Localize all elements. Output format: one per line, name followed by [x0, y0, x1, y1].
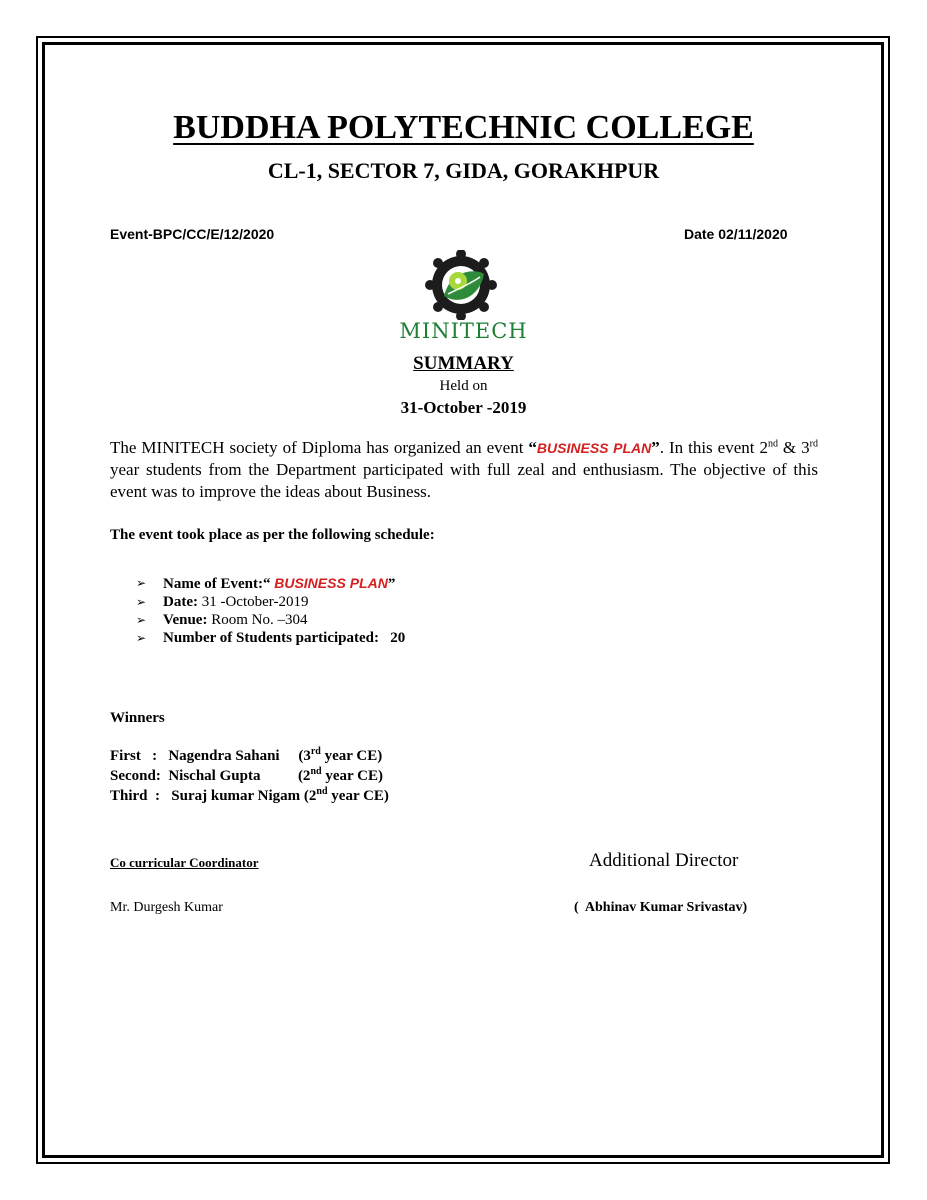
quote-open: “: [528, 438, 537, 457]
document-date: Date 02/11/2020: [684, 226, 788, 242]
schedule-label: Number of Students participated: 20: [163, 630, 406, 646]
intro-text: year students from the Department participated with full zeal and enthusiasm. The objective of this event was to improve the ideas about Business.: [110, 460, 818, 501]
college-address: CL-1, SECTOR 7, GIDA, GORAKHPUR: [267, 158, 660, 183]
minitech-logo-text: MINITECH: [399, 319, 528, 343]
ordinal-suffix: nd: [316, 786, 328, 797]
director-name: ( Abhinav Kumar Srivastav): [574, 900, 748, 915]
schedule-label: Name of Event:“: [163, 576, 275, 592]
winner-text: year CE): [327, 788, 389, 804]
intro-text: The MINITECH society of Diploma has organized an event: [110, 438, 529, 457]
list-item: [136, 574, 405, 593]
event-date: 31-October -2019: [400, 398, 527, 417]
arrow-bullet-icon: ➢: [136, 613, 147, 627]
schedule-value: Room No. –304: [207, 612, 308, 628]
coordinator-name: Mr. Durgesh Kumar: [110, 900, 223, 915]
list-item: [136, 593, 405, 611]
schedule-label: Venue:: [163, 612, 208, 628]
winner-text: year CE): [321, 768, 383, 784]
ordinal-suffix: nd: [767, 438, 778, 450]
winner-row-second: [110, 766, 389, 786]
list-item: [136, 629, 405, 647]
schedule-value: 31 -October-2019: [197, 594, 309, 610]
list-item: [136, 611, 405, 629]
schedule-heading: The event took place as per the following schedule:: [110, 527, 435, 543]
winner-row-first: [110, 746, 389, 766]
quote-close: ”: [651, 438, 660, 457]
schedule-value: BUSINESS PLAN: [274, 575, 388, 591]
winner-text: year CE): [320, 748, 383, 764]
winner-row-third: [110, 786, 389, 806]
minitech-logo-icon: [424, 250, 498, 320]
winner-text: Second: Nischal Gupta (2: [110, 768, 311, 784]
summary-title: SUMMARY: [413, 353, 514, 374]
intro-text: . In this event 2: [659, 438, 768, 457]
held-on-label: Held on: [439, 378, 488, 394]
winner-text: Third : Suraj kumar Nigam (2: [110, 788, 317, 804]
arrow-bullet-icon: ➢: [136, 576, 147, 590]
ordinal-suffix: rd: [809, 438, 818, 450]
intro-paragraph: [110, 437, 818, 503]
event-reference: Event-BPC/CC/E/12/2020: [110, 226, 275, 242]
winners-list: [110, 746, 389, 806]
event-name-highlight: BUSINESS PLAN: [536, 440, 652, 456]
schedule-suffix: ”: [387, 576, 396, 592]
schedule-list: [136, 574, 405, 647]
director-label: Additional Director: [589, 850, 739, 871]
winners-title: Winners: [110, 710, 165, 726]
arrow-bullet-icon: ➢: [136, 595, 147, 609]
arrow-bullet-icon: ➢: [136, 631, 147, 645]
intro-text: & 3: [777, 438, 810, 457]
schedule-label: Date:: [163, 594, 198, 610]
ordinal-suffix: nd: [310, 766, 322, 777]
college-name: BUDDHA POLYTECHNIC COLLEGE: [173, 109, 754, 146]
ordinal-suffix: rd: [310, 746, 321, 757]
coordinator-label: Co curricular Coordinator: [110, 855, 259, 870]
winner-text: First : Nagendra Sahani (3: [110, 748, 311, 764]
